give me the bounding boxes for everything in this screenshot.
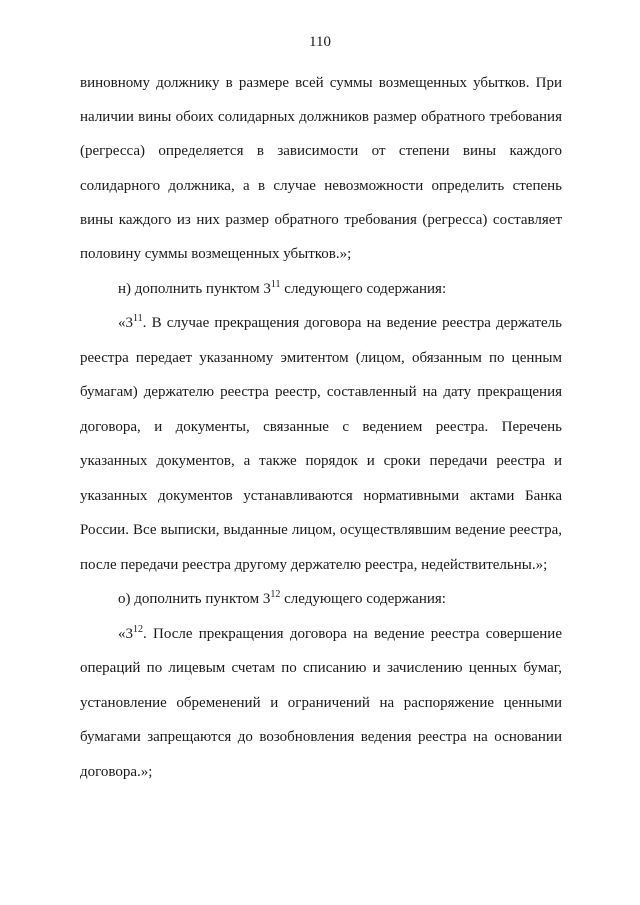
text-line: виновному должнику в размере всей суммы возмещенных убытков. При	[80, 75, 562, 91]
text-fragment: «3	[118, 626, 133, 642]
text-line: наличии вины обоих солидарных должников размер обратного требования	[80, 109, 562, 125]
text-fragment: о) дополнить пунктом 3	[118, 591, 271, 607]
superscript: 12	[133, 624, 143, 635]
text-line: договора, и документы, связанные с ведением реестра. Перечень	[80, 419, 562, 435]
text-line: указанных документов, а также порядок и сроки передачи реестра и	[80, 453, 562, 469]
paragraph-3-12-start	[118, 625, 562, 643]
superscript: 11	[133, 313, 143, 324]
text-line: вины каждого из них размер обратного требования (регресса) составляет	[80, 212, 562, 228]
text-line: после передачи реестра другому держателю реестра, недействительны.»;	[80, 557, 548, 573]
text-line: операций по лицевым счетам по списанию и зачислению ценных бумаг,	[80, 660, 562, 676]
paragraph-3-11-start	[118, 314, 562, 332]
text-line: указанных документов устанавливаются нормативными актами Банка	[80, 488, 562, 504]
text-fragment: следующего содержания:	[280, 281, 447, 297]
text-line: бумагам) держателю реестра реестр, составленный на дату прекращения	[80, 384, 562, 400]
text-fragment: . В случае прекращения договора на ведение реестра держатель	[142, 315, 562, 331]
text-line: (регресса) определяется в зависимости от степени вины каждого	[80, 143, 562, 159]
text-line: установление обременений и ограничений на распоряжение ценными	[80, 695, 562, 711]
superscript: 12	[270, 589, 281, 600]
list-item-n	[118, 280, 562, 298]
superscript: 11	[270, 279, 281, 290]
text-line: бумагами запрещаются до возобновления ведения реестра на основании	[80, 729, 562, 745]
list-item-o	[118, 590, 562, 608]
text-line: России. Все выписки, выданные лицом, осуществлявшим ведение реестра,	[80, 522, 562, 538]
text-fragment: н) дополнить пунктом 3	[118, 281, 271, 297]
text-line: солидарного должника, а в случае невозможности определить степень	[80, 178, 562, 194]
text-fragment: «3	[118, 315, 133, 331]
text-line: половину суммы возмещенных убытков.»;	[80, 246, 352, 262]
text-line: договора.»;	[80, 764, 153, 780]
text-fragment: . После прекращения договора на ведение реестра совершение	[143, 626, 562, 642]
text-line: реестра передает указанному эмитентом (лицом, обязанным по ценным	[80, 350, 562, 366]
text-fragment: следующего содержания:	[280, 591, 446, 607]
page-number: 110	[309, 34, 331, 50]
